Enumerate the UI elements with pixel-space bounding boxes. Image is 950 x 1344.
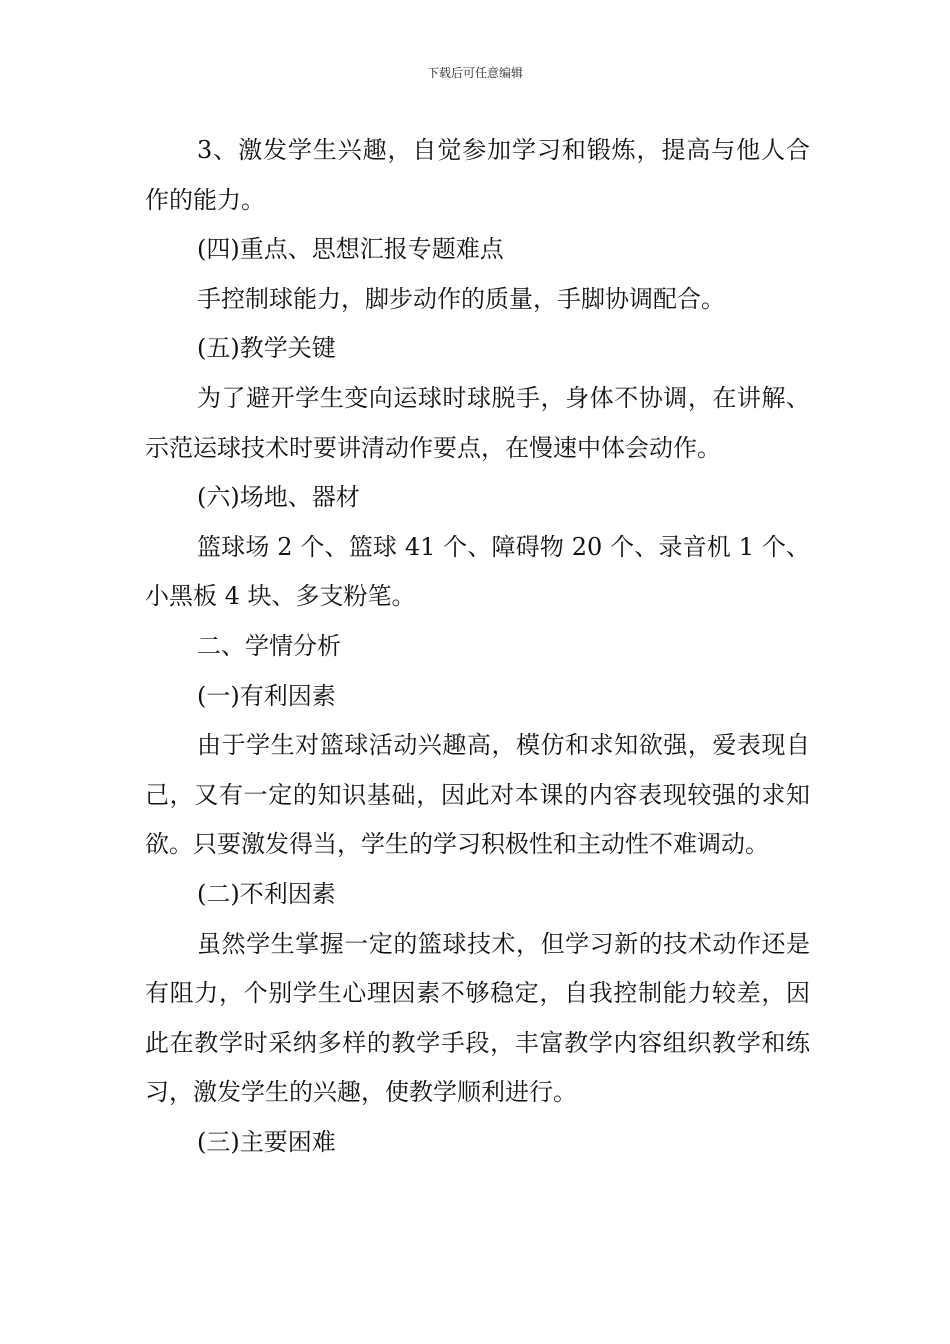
paragraph-unfavorable-factors: 虽然学生掌握一定的篮球技术，但学习新的技术动作还是有阻力，个别学生心理因素不够稳定，自我控制能力较差，因此在教学时采纳多样的教学手段，丰富教学内容组织教学和练习，激发学生的兴趣，使教学顺利进行。: [145, 929, 810, 1107]
heading-unfavorable-factors: (二)不利因素: [197, 879, 336, 908]
heading-student-analysis: 二、学情分析: [197, 631, 341, 660]
paragraph-key-points: 手控制球能力，脚步动作的质量，手脚协调配合。: [197, 284, 725, 313]
paragraph-teaching-key: 为了避开学生变向运球时球脱手，身体不协调，在讲解、示范运球技术时要讲清动作要点，在慢速中体会动作。: [145, 383, 810, 462]
heading-main-difficulties: (三)主要困难: [197, 1127, 336, 1156]
heading-teaching-key: (五)教学关键: [197, 334, 336, 363]
heading-favorable-factors: (一)有利因素: [197, 681, 336, 710]
paragraph-objective-3: 3、激发学生兴趣，自觉参加学习和锻炼，提高与他人合作的能力。: [145, 136, 810, 214]
document-body: [145, 126, 810, 1167]
paragraph-venue-equipment: 篮球场 2 个、篮球 41 个、障碍物 20 个、录音机 1 个、小黑板 4 块、多支粉笔。: [145, 532, 810, 611]
heading-key-points: (四)重点、思想汇报专题难点: [197, 235, 504, 264]
paragraph-favorable-factors: 由于学生对篮球活动兴趣高，模仿和求知欲强，爱表现自己，又有一定的知识基础，因此对本课的内容表现较强的求知欲。只要激发得当，学生的学习积极性和主动性不难调动。: [145, 731, 810, 859]
page-header-note: 下载后可任意编辑: [426, 66, 523, 80]
heading-venue-equipment: (六)场地、器材: [197, 483, 360, 512]
